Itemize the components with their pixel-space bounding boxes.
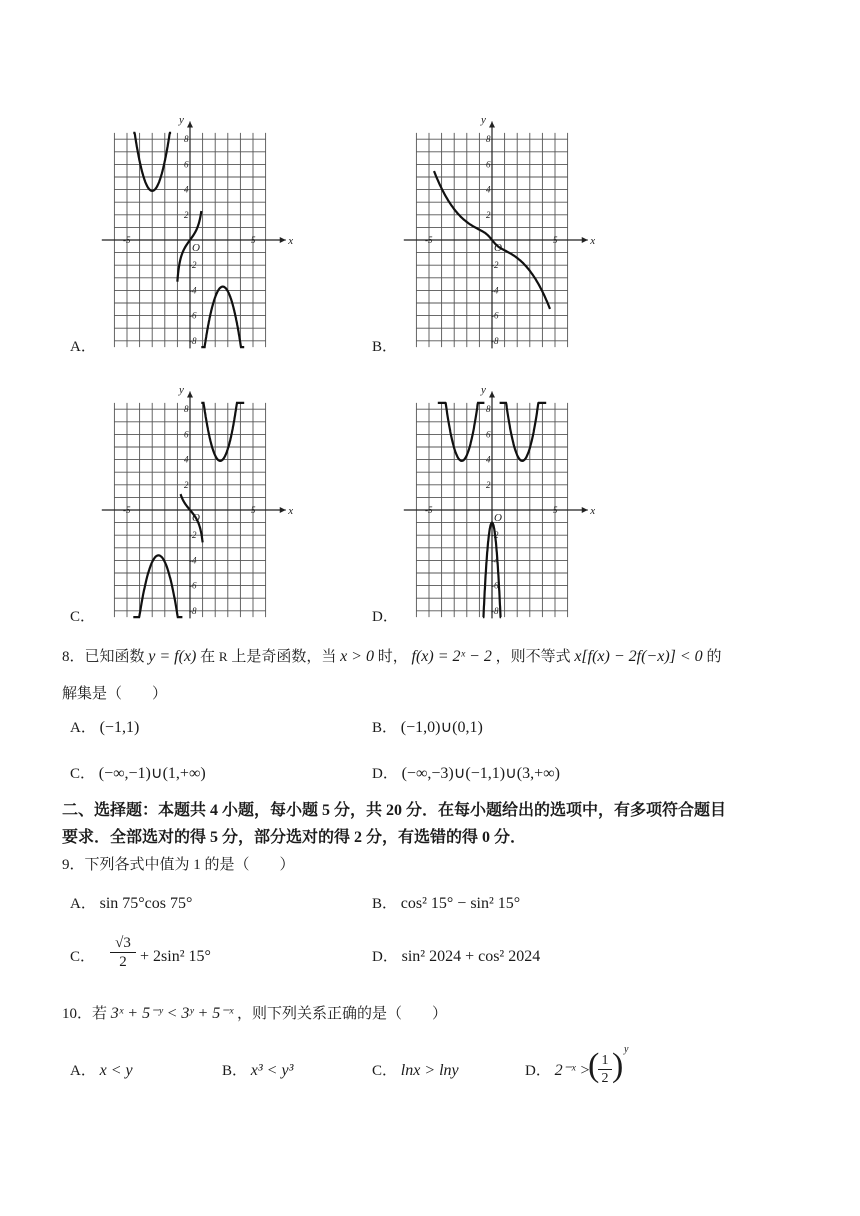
graph-b [402,110,596,350]
tick-label-y: -8 [189,605,197,616]
tick-label-x-neg5: -5 [425,235,433,245]
q9-option-c-rest: + 2sin² 15° [140,948,211,965]
q9-option-d[interactable] [372,946,540,968]
tick-label-y: -8 [491,335,499,346]
tick-label-y: -8 [189,335,197,346]
q9-option-b[interactable] [372,893,520,915]
q10-math: 3ˣ + 5⁻ʸ < 3ʸ + 5⁻ˣ [110,1005,234,1022]
y-axis-arrow [489,122,495,128]
q10-stem [62,1003,447,1025]
x-axis-label: x [288,235,294,247]
tick-label-x-5: 5 [251,505,256,515]
tick-label-y: -2 [189,260,197,271]
q10-option-d-right-paren: ) [612,1047,624,1084]
tick-label-y: -6 [491,310,499,321]
x-axis-label: x [590,235,596,247]
tick-label-y: -6 [189,580,197,591]
y-axis-arrow [489,392,495,398]
q9-option-c-fraction [110,934,136,971]
tick-label-y: 8 [184,404,189,415]
tick-label-y: -4 [491,555,499,566]
q8-stem [62,646,721,668]
tick-label-y: -8 [491,605,499,616]
q9-option-d-text: sin² 2024 + cos² 2024 [401,948,541,965]
tick-label-y: 6 [184,159,189,170]
section2-heading-line1: 二、选择题：本题共 4 小题，每小题 5 分，共 20 分．在每小题给出的选项中，有多项符合题目 [62,802,727,819]
q8-text-6: 的 [706,649,722,665]
q8-option-b-text: (−1,0)∪(0,1) [400,719,483,736]
q10-option-a[interactable] [70,1060,133,1082]
q10-option-c-label: C． [372,1063,398,1079]
q8-option-a-text: (−1,1) [99,719,140,736]
q10-option-c-text: lnx > lny [400,1062,459,1079]
tick-label-x-5: 5 [251,235,256,245]
q9-option-a-label: A． [70,896,96,912]
q9-option-c-numerator: √3 [110,934,136,953]
q10-option-d-fraction [598,1052,612,1087]
q10-option-b[interactable] [222,1060,293,1082]
tick-label-y: -6 [189,310,197,321]
q9-stem: 9．下列各式中值为 1 的是（ ） [62,857,295,873]
q8-text-2: 在 [200,649,216,665]
origin-label: O [192,242,200,254]
q8-domain-r: R [218,649,228,664]
tick-label-y: 6 [486,159,491,170]
q8-option-b[interactable] [372,717,483,739]
q8-text-4: 时， [377,649,408,665]
tick-label-y: -6 [491,580,499,591]
q8-text-3: 上是奇函数，当 [231,649,337,665]
q9-option-c[interactable] [70,946,95,968]
tick-label-y: 6 [486,429,491,440]
curve-right-branch [500,403,547,461]
q8-text-1: 8．已知函数 [62,649,145,665]
q8-option-d[interactable] [372,763,560,785]
y-axis-arrow [187,122,193,128]
y-axis-label: y [481,383,486,396]
q10-option-d-label: D． [525,1063,551,1079]
q8-option-c-label: C． [70,766,96,782]
tick-label-x-5: 5 [553,235,558,245]
q10-option-d-left-paren: ( [588,1047,600,1084]
q8-math-1: y = f(x) [148,648,197,665]
q8-option-b-label: B． [372,720,398,736]
y-axis-label: y [179,383,184,396]
q10-option-d-numerator: 1 [598,1052,612,1070]
tick-label-x-neg5: -5 [425,505,433,515]
q8-option-c-text: (−∞,−1)∪(1,+∞) [98,765,206,782]
curve-left-branch [438,403,485,461]
graph-d [402,380,596,620]
q10-option-a-text: x < y [99,1062,133,1079]
q8-math-4: x[f(x) − 2f(−x)] < 0 [574,648,703,665]
q9-option-a[interactable] [70,893,192,915]
x-axis-label: x [288,505,294,517]
q10-text-1: 10．若 [62,1006,108,1022]
q8-stem-line2: 解集是（ ） [62,686,168,702]
q10-option-b-text: x³ < y³ [250,1062,294,1079]
tick-label-y: 4 [486,184,491,195]
curve-right-branch [201,287,244,348]
tick-label-y: 8 [184,134,189,145]
tick-label-y: -2 [491,530,499,541]
tick-label-x-neg5: -5 [123,505,131,515]
x-axis-arrow [582,507,588,513]
tick-label-y: 4 [184,184,189,195]
y-axis-label: y [179,113,184,126]
q8-option-d-label: D． [372,766,398,782]
tick-label-y: -4 [189,555,197,566]
tick-label-x-5: 5 [553,505,558,515]
q10-option-d-denominator: 2 [601,1071,609,1086]
y-axis-arrow [187,392,193,398]
curve-left-branch [133,555,182,617]
x-axis-arrow [280,507,286,513]
origin-label: O [494,242,502,254]
q10-option-d[interactable] [525,1060,590,1082]
tick-label-y: -2 [491,260,499,271]
tick-label-y: -2 [189,530,197,541]
q10-option-c[interactable] [372,1060,459,1082]
tick-label-y: -4 [491,285,499,296]
q10-option-a-label: A． [70,1063,96,1079]
q10-option-b-label: B． [222,1063,248,1079]
q8-option-a-label: A． [70,720,96,736]
q8-math-2: x > 0 [340,648,374,665]
option-a-label: A． [70,339,96,355]
option-d-label: D． [372,609,398,625]
q9-option-c-denominator: 2 [119,954,127,970]
graph-a [100,110,294,350]
graph-c [100,380,294,620]
tick-label-y: -4 [189,285,197,296]
tick-label-y: 4 [184,454,189,465]
tick-label-y: 6 [184,429,189,440]
y-axis-label: y [481,113,486,126]
option-c-label: C． [70,609,96,625]
tick-label-y: 2 [486,479,491,490]
x-axis-arrow [280,237,286,243]
q8-math-3: f(x) = 2ˣ − 2 [411,648,492,665]
tick-label-y: 4 [486,454,491,465]
tick-label-y: 2 [184,479,189,490]
tick-label-y: 2 [184,209,189,220]
tick-label-y: 2 [486,209,491,220]
tick-label-x-neg5: -5 [123,235,131,245]
q8-option-a[interactable] [70,717,139,739]
curve-right-branch [201,403,244,461]
origin-label: O [494,512,502,524]
origin-label: O [192,512,200,524]
q10-option-d-text: 2⁻ˣ > [554,1062,591,1079]
q9-option-b-text: cos² 15° − sin² 15° [400,895,521,912]
x-axis-arrow [582,237,588,243]
q8-option-d-text: (−∞,−3)∪(−1,1)∪(3,+∞) [401,765,560,782]
q10-option-d-exponent: y [624,1044,629,1055]
tick-label-y: 8 [486,404,491,415]
q10-text-2: ，则下列关系正确的是（ ） [236,1006,447,1022]
tick-label-y: 8 [486,134,491,145]
q9-option-d-label: D． [372,949,398,965]
q8-option-c[interactable] [70,763,206,785]
q8-text-5: ，则不等式 [495,649,571,665]
x-axis-label: x [590,505,596,517]
option-b-label: B． [372,339,398,355]
q9-option-b-label: B． [372,896,398,912]
q9-option-a-text: sin 75°cos 75° [99,895,193,912]
section2-heading-line2: 要求．全部选对的得 5 分，部分选对的得 2 分，有选错的得 0 分． [62,829,527,846]
q9-option-c-label: C． [70,949,96,965]
